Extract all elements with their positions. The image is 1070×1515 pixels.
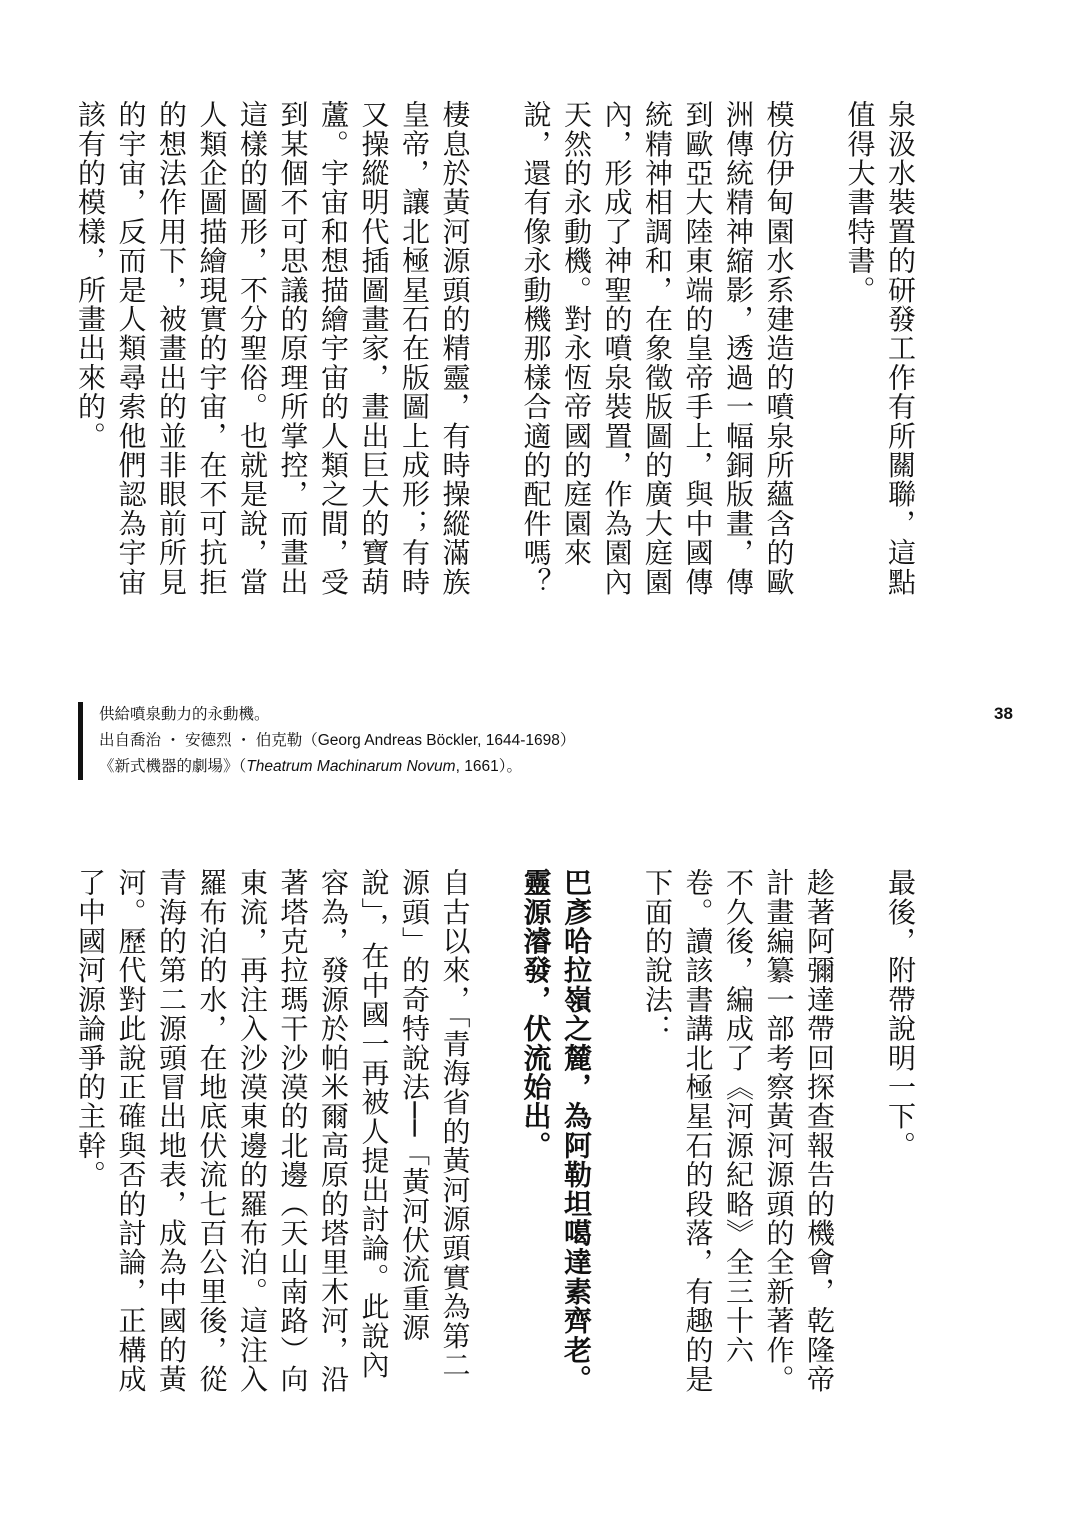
caption-line: 出自喬治 ・ 安德烈 ・ 伯克勒（Georg Andreas Böckler, 1644-1698）: [99, 732, 576, 749]
figure-caption: [78, 702, 575, 780]
page-number: 38: [994, 704, 1013, 723]
caption-title-italic: Theatrum Machinarum Novum: [246, 758, 456, 775]
paragraph: 最後，附帶說明一下。: [884, 868, 917, 1160]
paragraph: 泉汲水裝置的研發工作有所關聯，這點值得大書特書。: [843, 100, 917, 597]
quoted-passage: 巴彥哈拉嶺之麓，為阿勒坦噶達素齊老。靈源濬發，伏流始出。: [519, 868, 593, 1394]
paragraph: 趁著阿彌達帶回探查報告的機會，乾隆帝計畫編纂一部考察黃河源頭的全新著作。不久後，編成了《河源紀略》全三十六卷。讀該書講北極星石的段落，有趣的是下面的說法：: [641, 868, 836, 1394]
paragraph: 棲息於黃河源頭的精靈，有時操縱滿族皇帝，讓北極星石在版圖上成形；有時又操縱明代插圖畫家，畫出巨大的寶葫蘆。宇宙和想描繪宇宙的人類之間，受到某個不可思議的原理所掌控，而畫出這樣的圖形，不分聖俗。也就是說，當人類企圖描繪現實的宇宙，在不可抗拒的想法作用下，被畫出的並非眼前所見的宇宙，反而是人類尋索他們認為宇宙該有的模樣，所畫出來的。: [74, 100, 472, 597]
lower-text-block: [70, 868, 921, 1408]
caption-line: [99, 754, 575, 780]
caption-text: , 1661）。: [455, 758, 522, 775]
caption-text: 《新式機器的劇場》（: [99, 758, 247, 775]
caption-line: 供給噴泉動力的永動機。: [99, 706, 270, 723]
paragraph: 模仿伊甸園水系建造的噴泉所蘊含的歐洲傳統精神縮影，透過一幅銅版畫，傳到歐亞大陸東端的皇帝手上，與中國傳統精神相調和，在象徵版圖的廣大庭園內，形成了神聖的噴泉裝置，作為園內天然的永動機。對永恆帝國的庭園來說，還有像永動機那樣合適的配件嗎？: [519, 100, 796, 597]
paragraph: 自古以來，「青海省的黃河源頭實為第二源頭」的奇特說法──「黃河伏流重源說」，在中國一再被人提出討論。此說內容為，發源於帕米爾高原的塔里木河，沿著塔克拉瑪干沙漠的北邊（天山南路）向東流，再注入沙漠東邊的羅布泊。這注入羅布泊的水，在地底伏流七百公里後，從青海的第二源頭冒出地表，成為中國的黃河。歷代對此說正確與否的討論，正構成了中國河源論爭的主幹。: [74, 868, 472, 1394]
upper-text-block: [70, 100, 921, 620]
